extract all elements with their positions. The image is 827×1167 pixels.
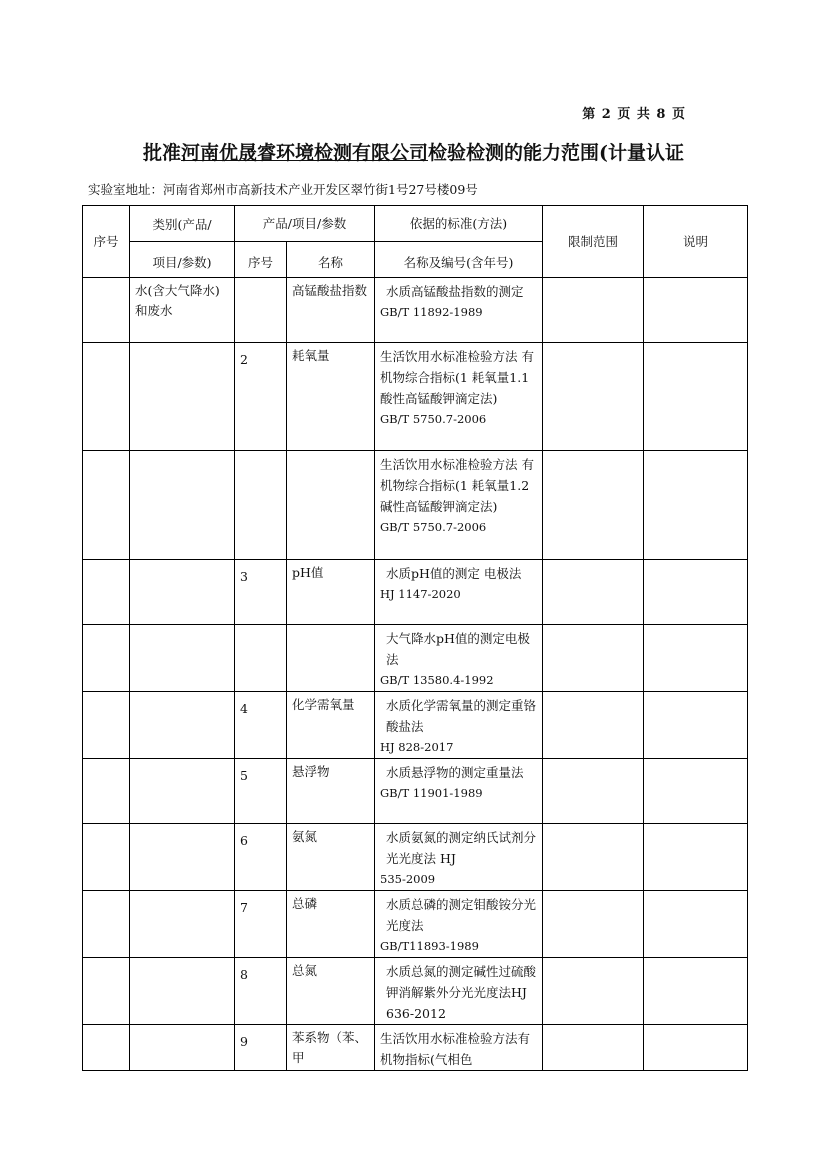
cell-name: pH值 [287, 560, 375, 625]
cell-note [644, 278, 748, 343]
standard-text: 水质高锰酸盐指数的测定 [386, 284, 524, 299]
cell-no [235, 625, 287, 692]
header-category-bottom: 项目/参数) [130, 242, 235, 278]
cell-standard [375, 451, 543, 560]
standard-text: 生活饮用水标准检验方法有机物指标(气相色 [380, 1031, 531, 1067]
cell-standard [375, 692, 543, 759]
cell-note [644, 451, 748, 560]
standard-code: GB/T 11892-1989 [380, 305, 483, 319]
table-row [83, 692, 748, 759]
standard-code: HJ 1147-2020 [380, 587, 461, 601]
cell-name [287, 451, 375, 560]
table-row [83, 759, 748, 824]
cell-name: 氨氮 [287, 824, 375, 891]
standard-code: GB/T 5750.7-2006 [380, 520, 487, 534]
standard-code: GB/T 5750.7-2006 [380, 412, 487, 426]
table-row [83, 343, 748, 451]
cell-no [235, 278, 287, 343]
cell-note [644, 1025, 748, 1071]
company-name: 河南优晟睿环境检测有限公司 [181, 142, 429, 164]
cell-note [644, 759, 748, 824]
cell-no: 9 [235, 1025, 287, 1071]
header-limit: 限制范围 [543, 206, 644, 278]
cell-name: 化学需氧量 [287, 692, 375, 759]
table-row [83, 625, 748, 692]
header-standard-top: 依据的标准(方法) [375, 206, 543, 242]
cell-name: 苯系物（苯、甲 [287, 1025, 375, 1071]
page-number: 第 2 页 共 8 页 [582, 107, 686, 122]
cell-index [83, 625, 130, 692]
cell-limit [543, 692, 644, 759]
header-note: 说明 [644, 206, 748, 278]
cell-note [644, 958, 748, 1025]
standard-text: 水质总氮的测定碱性过硫酸钾消解紫外分光光度法HJ 636-2012 [386, 964, 537, 1021]
title-suffix: 检验检测的能力范围(计量认证 [428, 142, 685, 164]
table-row [83, 958, 748, 1025]
cell-standard [375, 625, 543, 692]
table-row [83, 1025, 748, 1071]
standard-code: HJ 828-2017 [380, 740, 454, 754]
cell-note [644, 343, 748, 451]
cell-category [130, 891, 235, 958]
standard-text: 水质氨氮的测定纳氏试剂分光光度法 HJ [386, 830, 537, 866]
header-category-top: 类别(产品/ [130, 206, 235, 242]
cell-category [130, 560, 235, 625]
cell-category [130, 451, 235, 560]
cell-standard [375, 560, 543, 625]
cell-standard [375, 759, 543, 824]
table-row [83, 278, 748, 343]
cell-note [644, 560, 748, 625]
cell-index [83, 1025, 130, 1071]
cell-standard [375, 824, 543, 891]
cell-no: 6 [235, 824, 287, 891]
header-product-group: 产品/项目/参数 [235, 206, 375, 242]
standard-code: GB/T 11901-1989 [380, 786, 483, 800]
cell-category: 水(含大气降水)和废水 [130, 278, 235, 343]
cell-index [83, 958, 130, 1025]
cell-index [83, 891, 130, 958]
cell-category [130, 1025, 235, 1071]
cell-name: 悬浮物 [287, 759, 375, 824]
cell-index [83, 560, 130, 625]
cell-category [130, 692, 235, 759]
cell-no: 3 [235, 560, 287, 625]
cell-limit [543, 958, 644, 1025]
standard-text: 水质化学需氧量的测定重铬酸盐法 [386, 698, 537, 734]
standard-text: 生活饮用水标准检验方法 有机物综合指标(1 耗氧量1.2碱性高锰酸钾滴定法) [380, 457, 534, 514]
cell-category [130, 625, 235, 692]
standard-text: 大气降水pH值的测定电极法 [386, 631, 530, 667]
cell-index [83, 824, 130, 891]
cell-category [130, 759, 235, 824]
cell-limit [543, 824, 644, 891]
cell-no: 7 [235, 891, 287, 958]
standard-text: 水质总磷的测定钼酸铵分光光度法 [386, 897, 537, 933]
standard-code: GB/T 13580.4-1992 [380, 673, 494, 687]
cell-standard [375, 1025, 543, 1071]
cell-standard [375, 278, 543, 343]
page-title [0, 138, 827, 165]
cell-standard [375, 891, 543, 958]
header-standard-bottom: 名称及编号(含年号) [375, 242, 543, 278]
table-row [83, 891, 748, 958]
capability-table [82, 205, 748, 1071]
cell-limit [543, 560, 644, 625]
cell-note [644, 692, 748, 759]
standard-text: 生活饮用水标准检验方法 有机物综合指标(1 耗氧量1.1酸性高锰酸钾滴定法) [380, 349, 534, 406]
cell-name: 总磷 [287, 891, 375, 958]
cell-note [644, 625, 748, 692]
cell-index [83, 759, 130, 824]
standard-text: 水质悬浮物的测定重量法 [386, 765, 524, 780]
cell-limit [543, 278, 644, 343]
cell-index [83, 343, 130, 451]
cell-category [130, 343, 235, 451]
header-sub-name: 名称 [287, 242, 375, 278]
cell-index [83, 451, 130, 560]
cell-no: 2 [235, 343, 287, 451]
standard-text: 水质pH值的测定 电极法 [386, 566, 522, 581]
cell-limit [543, 343, 644, 451]
cell-limit [543, 759, 644, 824]
header-index: 序号 [83, 206, 130, 278]
cell-no: 4 [235, 692, 287, 759]
cell-index [83, 278, 130, 343]
cell-standard [375, 343, 543, 451]
table-row [83, 824, 748, 891]
cell-no: 5 [235, 759, 287, 824]
cell-no: 8 [235, 958, 287, 1025]
cell-name [287, 625, 375, 692]
cell-name: 高锰酸盐指数 [287, 278, 375, 343]
table-header-row [83, 206, 748, 242]
cell-note [644, 824, 748, 891]
cell-no [235, 451, 287, 560]
table-row [83, 451, 748, 560]
cell-index [83, 692, 130, 759]
cell-name: 总氮 [287, 958, 375, 1025]
cell-note [644, 891, 748, 958]
cell-standard [375, 958, 543, 1025]
cell-category [130, 824, 235, 891]
cell-name: 耗氧量 [287, 343, 375, 451]
standard-code: GB/T11893-1989 [380, 939, 479, 953]
cell-limit [543, 1025, 644, 1071]
cell-limit [543, 625, 644, 692]
cell-category [130, 958, 235, 1025]
table-row [83, 560, 748, 625]
cell-limit [543, 891, 644, 958]
title-prefix: 批准 [142, 142, 181, 164]
cell-limit [543, 451, 644, 560]
lab-address: 实验室地址：河南省郑州市高新技术产业开发区翠竹街1号27号楼09号 [88, 182, 478, 197]
standard-code: 535-2009 [380, 872, 436, 886]
header-sub-index: 序号 [235, 242, 287, 278]
